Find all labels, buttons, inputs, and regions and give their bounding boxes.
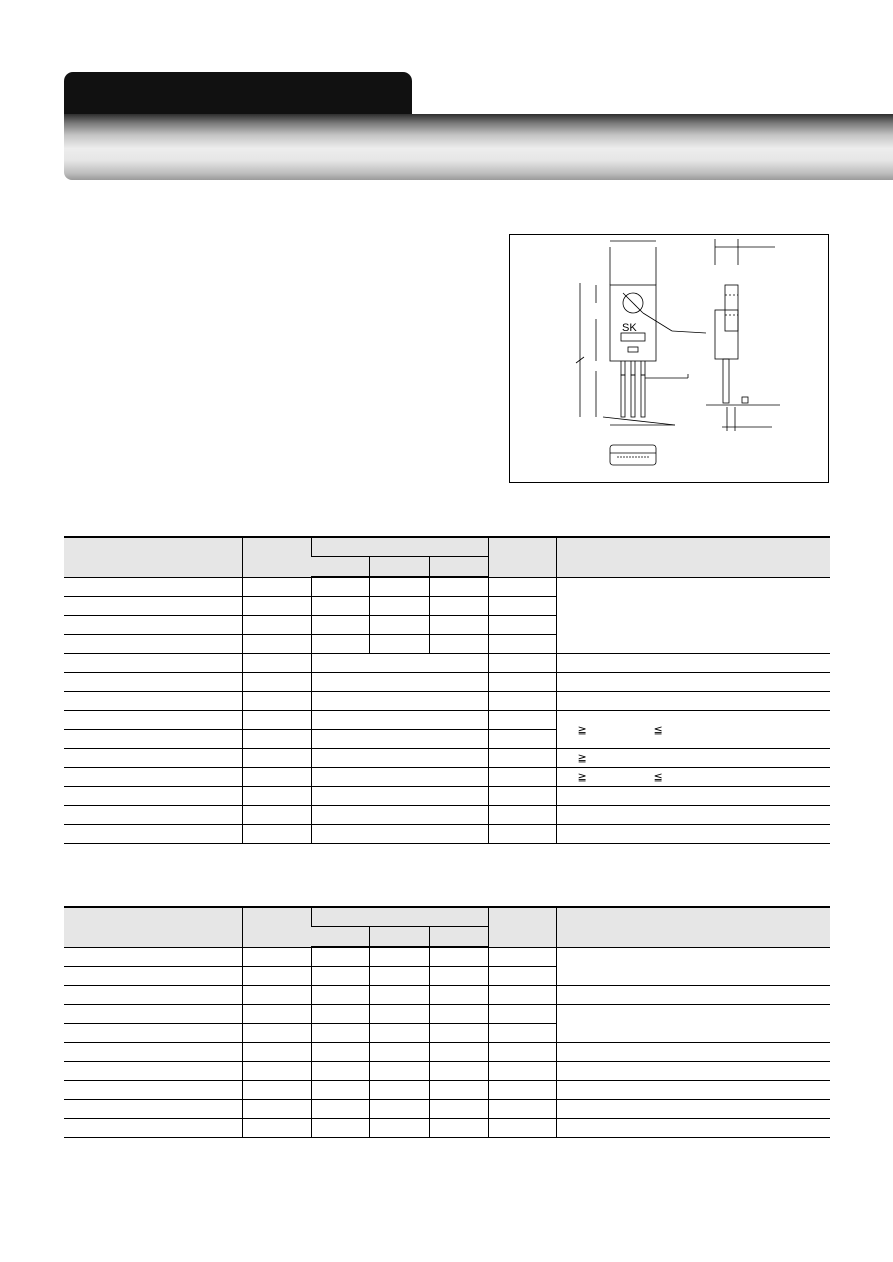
header-bar [64, 114, 893, 180]
col-header-unit [488, 537, 556, 577]
header-tab [64, 72, 412, 118]
condition-symbol: ≧ [577, 752, 587, 765]
col-header-symbol [242, 907, 311, 947]
table-row [64, 1062, 830, 1081]
condition-cell [556, 749, 830, 768]
package-outline-side [706, 239, 780, 431]
spec-table-1 [64, 536, 830, 844]
col-header-conditions [556, 907, 830, 947]
col-header-sub-3 [429, 927, 488, 948]
table-row [64, 806, 830, 825]
package-outline-bottom [610, 445, 656, 465]
condition-symbol: ≧ [577, 771, 587, 784]
col-header-sub-2 [369, 557, 429, 578]
condition-cell [556, 711, 830, 749]
col-header-parameter [64, 537, 242, 577]
table-row [64, 692, 830, 711]
table-row [64, 1005, 830, 1024]
condition-symbol: ≦ [653, 771, 663, 784]
col-header-ratings [311, 537, 488, 557]
col-header-sub-3 [429, 557, 488, 578]
table-row [64, 1081, 830, 1100]
condition-cell [556, 768, 830, 787]
spec-table-2 [64, 906, 830, 1138]
table-row [64, 1043, 830, 1062]
col-header-sub-2 [369, 927, 429, 948]
col-header-parameter [64, 907, 242, 947]
table-row [64, 654, 830, 673]
table-row [64, 986, 830, 1005]
table-row [64, 749, 830, 768]
table-row [64, 1119, 830, 1138]
table-row [64, 825, 830, 844]
table-row [64, 1100, 830, 1119]
col-header-sub-1 [311, 927, 369, 948]
col-header-unit [488, 907, 556, 947]
condition-symbol: ≦ [653, 724, 663, 736]
col-header-ratings [311, 907, 488, 927]
table-row [64, 577, 830, 597]
package-outline-front [576, 241, 706, 425]
logo-text: SK [622, 322, 637, 334]
col-header-symbol [242, 537, 311, 577]
package-outline-frame [509, 234, 829, 483]
table-row [64, 673, 830, 692]
col-header-sub-1 [311, 557, 369, 578]
table-row [64, 711, 830, 730]
condition-symbol: ≧ [577, 724, 587, 736]
table-row [64, 768, 830, 787]
table-row [64, 947, 830, 967]
table-row [64, 787, 830, 806]
package-outline-drawing [510, 235, 830, 484]
col-header-conditions [556, 537, 830, 577]
